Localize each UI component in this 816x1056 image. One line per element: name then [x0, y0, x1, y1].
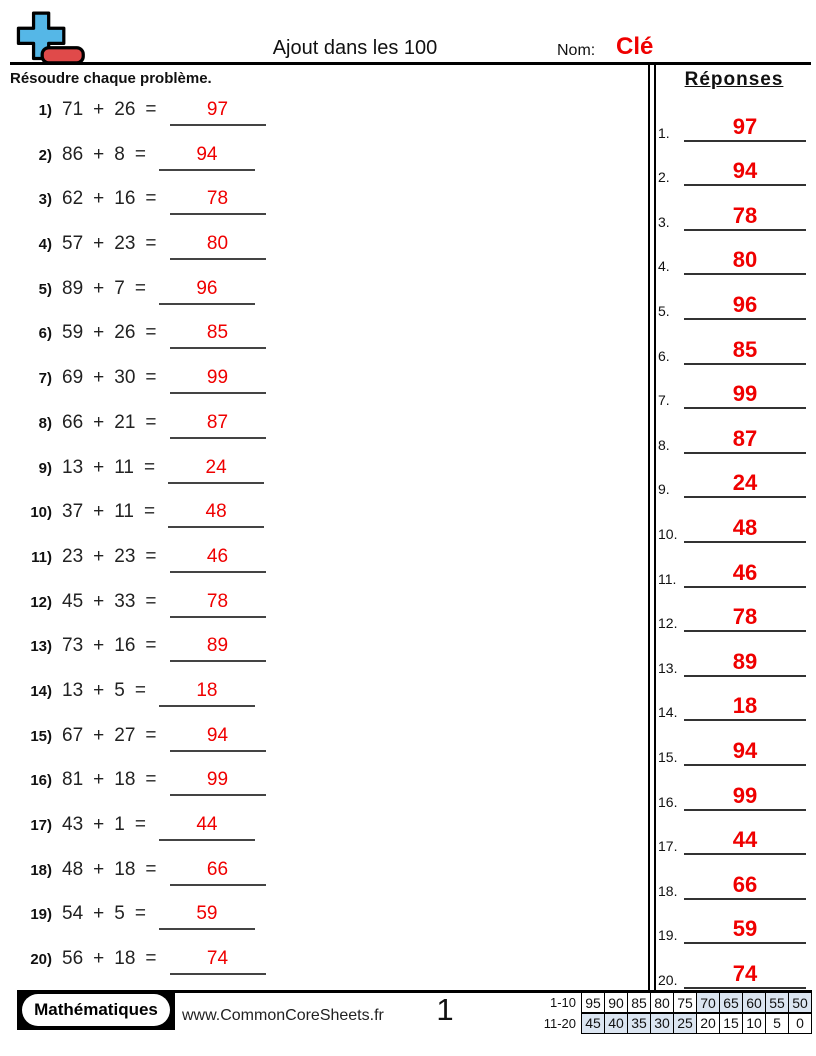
addend-2: 30 — [114, 367, 136, 389]
answer-blank: 78 — [684, 205, 806, 231]
problem-row — [14, 229, 634, 274]
addend-1: 13 — [62, 679, 84, 701]
answer-blank: 85 — [170, 322, 266, 349]
score-row-label: 11-20 — [543, 1016, 576, 1031]
equals-sign: = — [145, 724, 157, 746]
addend-1: 66 — [62, 411, 84, 433]
addend-1: 89 — [62, 277, 84, 299]
problem-row — [14, 140, 634, 185]
problem-row — [14, 587, 634, 632]
problem-number: 6) — [38, 325, 52, 343]
answer-blank: 24 — [168, 457, 264, 484]
equals-sign: = — [134, 814, 146, 835]
answer-number: 5. — [658, 302, 670, 319]
problem-number: 14) — [30, 682, 52, 700]
answer-number: 19. — [658, 927, 678, 944]
problem-row — [14, 408, 634, 453]
answer-blank: 18 — [159, 680, 255, 707]
answer-number: 7. — [658, 392, 670, 409]
addend-2: 5 — [114, 903, 125, 925]
answer-blank: 24 — [684, 472, 806, 498]
answer-row — [658, 186, 806, 231]
addend-2: 23 — [114, 233, 136, 255]
equals-sign: = — [145, 858, 157, 880]
problem-number: 1) — [38, 102, 52, 119]
score-cell: 55 — [765, 992, 789, 1013]
answer-blank: 99 — [684, 785, 806, 811]
equals-sign: = — [134, 679, 146, 701]
score-cell: 50 — [788, 992, 812, 1013]
score-cell: 80 — [650, 992, 674, 1013]
plus-operator: + — [93, 724, 105, 746]
answer-number: 15. — [658, 748, 678, 765]
addend-1: 54 — [62, 903, 84, 925]
plus-operator: + — [93, 456, 105, 478]
answer-number: 12. — [658, 615, 678, 632]
addend-2: 16 — [114, 635, 136, 657]
answer-blank: 94 — [684, 160, 806, 186]
addend-1: 57 — [62, 233, 84, 255]
answer-row — [658, 588, 806, 633]
score-cell: 25 — [673, 1013, 697, 1034]
problem-row — [14, 631, 634, 676]
page-title: Ajout dans les 100 — [272, 37, 438, 59]
problem-row — [14, 95, 634, 140]
answer-number: 2. — [658, 169, 670, 186]
addend-2: 18 — [114, 858, 136, 880]
answer-number: 8. — [658, 436, 670, 453]
answer-row — [658, 275, 806, 320]
addend-1: 67 — [62, 724, 84, 746]
plus-operator: + — [93, 188, 105, 210]
answer-number: 3. — [658, 213, 670, 230]
addend-2: 7 — [114, 277, 125, 299]
answer-blank: 59 — [684, 918, 806, 944]
equals-sign: = — [145, 233, 157, 255]
problem-number: 5) — [38, 280, 52, 298]
answer-blank: 96 — [159, 278, 255, 305]
subject-badge-label: Mathématiques — [22, 994, 170, 1026]
problem-row — [14, 721, 634, 766]
problem-row — [14, 363, 634, 408]
score-cell: 0 — [788, 1013, 812, 1034]
name-value: Clé — [616, 33, 654, 60]
equals-sign: = — [143, 501, 156, 523]
answer-number: 11. — [658, 570, 677, 587]
answer-row — [658, 320, 806, 365]
addend-2: 26 — [114, 322, 136, 344]
name-label: Nom: — [557, 42, 596, 59]
addend-2: 11 — [114, 501, 134, 523]
answer-blank: 74 — [684, 963, 806, 989]
answer-row — [658, 97, 806, 142]
answer-number: 13. — [658, 659, 678, 676]
answer-number: 10. — [658, 525, 678, 542]
answer-blank: 89 — [170, 635, 266, 662]
problem-number: 4) — [38, 236, 52, 254]
answer-blank: 74 — [170, 948, 266, 975]
addend-1: 23 — [62, 545, 84, 567]
addend-1: 43 — [62, 814, 84, 835]
problem-number: 19) — [30, 906, 52, 924]
problem-row — [14, 676, 634, 721]
addend-2: 27 — [114, 724, 136, 746]
addend-2: 21 — [114, 411, 136, 433]
answer-blank: 18 — [684, 695, 806, 721]
score-cell: 5 — [765, 1013, 789, 1034]
answer-row — [658, 900, 806, 945]
addend-1: 48 — [62, 858, 84, 880]
page-number: 1 — [436, 992, 454, 1027]
answer-row — [658, 365, 806, 410]
problems-column — [14, 95, 634, 989]
answer-number: 16. — [658, 793, 678, 810]
problem-row — [14, 497, 634, 542]
answer-blank: 99 — [170, 367, 266, 394]
problem-number: 16) — [30, 772, 52, 790]
answer-blank: 66 — [170, 859, 266, 886]
plus-operator: + — [93, 99, 105, 120]
answer-number: 9. — [658, 481, 670, 498]
plus-operator: + — [93, 322, 105, 344]
score-row-label: 1-10 — [549, 995, 576, 1010]
answer-blank: 48 — [168, 501, 264, 528]
problem-row — [14, 453, 634, 498]
equals-sign: = — [145, 188, 157, 210]
column-separator — [648, 64, 656, 990]
score-cell: 30 — [650, 1013, 674, 1034]
answer-row — [658, 766, 806, 811]
equals-sign: = — [145, 948, 157, 970]
answer-blank: 78 — [170, 591, 266, 618]
score-cell: 70 — [696, 992, 720, 1013]
equals-sign: = — [145, 769, 157, 791]
addend-2: 18 — [114, 769, 136, 791]
equals-sign: = — [145, 99, 157, 120]
answer-blank: 78 — [684, 606, 806, 632]
problem-row — [14, 765, 634, 810]
equals-sign: = — [134, 277, 146, 299]
addend-2: 5 — [114, 679, 125, 701]
plus-operator: + — [93, 411, 105, 433]
score-cell: 85 — [627, 992, 651, 1013]
answer-row — [658, 811, 806, 856]
plus-operator: + — [93, 858, 105, 880]
answer-blank: 78 — [170, 188, 266, 215]
score-cell: 75 — [673, 992, 697, 1013]
plus-operator: + — [93, 367, 105, 389]
answer-blank: 96 — [684, 294, 806, 320]
answer-blank: 94 — [159, 144, 255, 171]
answer-blank: 94 — [170, 725, 266, 752]
score-cell: 65 — [719, 992, 743, 1013]
answer-row — [658, 498, 806, 543]
addend-1: 56 — [62, 948, 84, 970]
problem-number: 8) — [38, 414, 52, 432]
equals-sign: = — [134, 143, 146, 165]
score-cell: 95 — [581, 992, 605, 1013]
answer-blank: 46 — [684, 562, 806, 588]
plus-operator: + — [93, 635, 105, 657]
problem-number: 17) — [30, 817, 52, 834]
addend-2: 18 — [114, 948, 136, 970]
answer-blank: 59 — [159, 903, 255, 930]
problem-number: 15) — [30, 727, 52, 745]
answer-number: 6. — [658, 347, 670, 364]
answer-row — [658, 409, 806, 454]
problem-number: 9) — [38, 459, 52, 477]
addend-1: 86 — [62, 143, 84, 165]
answer-row — [658, 632, 806, 677]
answer-row — [658, 944, 806, 989]
score-table — [536, 992, 812, 1034]
plus-operator: + — [93, 545, 105, 567]
answer-blank: 80 — [684, 249, 806, 275]
score-cell: 20 — [696, 1013, 720, 1034]
plus-operator: + — [93, 814, 105, 835]
addend-1: 71 — [62, 99, 84, 120]
answer-number: 1. — [658, 124, 670, 141]
addend-2: 1 — [114, 814, 125, 835]
score-cell: 45 — [581, 1013, 605, 1034]
addend-2: 11 — [114, 456, 134, 478]
problem-row — [14, 274, 634, 319]
plus-minus-math-icon — [16, 11, 90, 65]
addend-1: 69 — [62, 367, 84, 389]
answer-blank: 80 — [170, 233, 266, 260]
answer-blank: 87 — [684, 428, 806, 454]
plus-operator: + — [93, 679, 105, 701]
plus-operator: + — [93, 501, 105, 523]
problem-row — [14, 899, 634, 944]
answer-row — [658, 677, 806, 722]
problem-number: 12) — [30, 593, 52, 611]
addend-1: 73 — [62, 635, 84, 657]
addend-1: 81 — [62, 769, 84, 791]
equals-sign: = — [145, 635, 157, 657]
equals-sign: = — [134, 903, 146, 925]
problem-number: 11) — [31, 548, 52, 566]
answer-number: 4. — [658, 258, 670, 275]
plus-operator: + — [93, 948, 105, 970]
addend-2: 23 — [114, 545, 136, 567]
answer-blank: 66 — [684, 874, 806, 900]
answer-blank: 46 — [170, 546, 266, 573]
score-cell: 90 — [604, 992, 628, 1013]
problem-number: 18) — [30, 861, 52, 879]
answer-blank: 89 — [684, 651, 806, 677]
answer-blank: 94 — [684, 740, 806, 766]
addend-1: 45 — [62, 590, 84, 612]
addend-2: 33 — [114, 590, 136, 612]
answer-blank: 87 — [170, 412, 266, 439]
plus-operator: + — [93, 233, 105, 255]
addend-1: 37 — [62, 501, 84, 523]
answers-column — [658, 97, 806, 989]
addend-1: 59 — [62, 322, 84, 344]
equals-sign: = — [143, 456, 156, 478]
answer-row — [658, 142, 806, 187]
answer-row — [658, 721, 806, 766]
header-divider — [10, 62, 811, 65]
answer-number: 14. — [658, 704, 678, 721]
equals-sign: = — [145, 590, 157, 612]
problem-row — [14, 855, 634, 900]
answer-row — [658, 231, 806, 276]
answer-row — [658, 855, 806, 900]
score-table-row — [536, 1013, 812, 1034]
problem-row — [14, 810, 634, 855]
answer-blank: 99 — [684, 383, 806, 409]
answer-blank: 99 — [170, 769, 266, 796]
equals-sign: = — [145, 411, 157, 433]
score-cell: 15 — [719, 1013, 743, 1034]
plus-operator: + — [93, 277, 105, 299]
problem-number: 3) — [38, 191, 52, 209]
score-cell: 35 — [627, 1013, 651, 1034]
answer-row — [658, 543, 806, 588]
problem-number: 7) — [38, 370, 52, 388]
answer-number: 20. — [658, 971, 678, 988]
problem-row — [14, 542, 634, 587]
answer-blank: 44 — [684, 829, 806, 855]
website-link: www.CommonCoreSheets.fr — [182, 1007, 384, 1024]
answer-number: 18. — [658, 882, 678, 899]
problem-row — [14, 184, 634, 229]
problem-number: 13) — [30, 638, 52, 656]
instructions: Résoudre chaque problème. — [10, 70, 212, 87]
addend-1: 13 — [62, 456, 84, 478]
plus-operator: + — [93, 769, 105, 791]
score-table-row — [536, 992, 812, 1013]
plus-operator: + — [93, 590, 105, 612]
addend-2: 8 — [114, 143, 125, 165]
answer-blank: 97 — [170, 99, 266, 126]
answer-row — [658, 454, 806, 499]
addend-2: 16 — [114, 188, 136, 210]
answer-blank: 48 — [684, 517, 806, 543]
score-cell: 10 — [742, 1013, 766, 1034]
problem-row — [14, 944, 634, 989]
score-cell: 60 — [742, 992, 766, 1013]
problem-number: 2) — [38, 146, 52, 164]
subject-badge — [17, 990, 175, 1030]
answer-blank: 85 — [684, 339, 806, 365]
answer-number: 17. — [658, 838, 678, 855]
plus-operator: + — [93, 143, 105, 165]
problem-row — [14, 318, 634, 363]
equals-sign: = — [145, 367, 157, 389]
score-cell: 40 — [604, 1013, 628, 1034]
problem-number: 10) — [30, 504, 52, 522]
answers-heading: Réponses — [684, 69, 784, 90]
addend-2: 26 — [114, 99, 136, 120]
equals-sign: = — [145, 322, 157, 344]
answer-blank: 44 — [159, 814, 255, 841]
plus-operator: + — [93, 903, 105, 925]
addend-1: 62 — [62, 188, 84, 210]
problem-number: 20) — [30, 951, 52, 969]
equals-sign: = — [145, 545, 157, 567]
answer-blank: 97 — [684, 116, 806, 142]
